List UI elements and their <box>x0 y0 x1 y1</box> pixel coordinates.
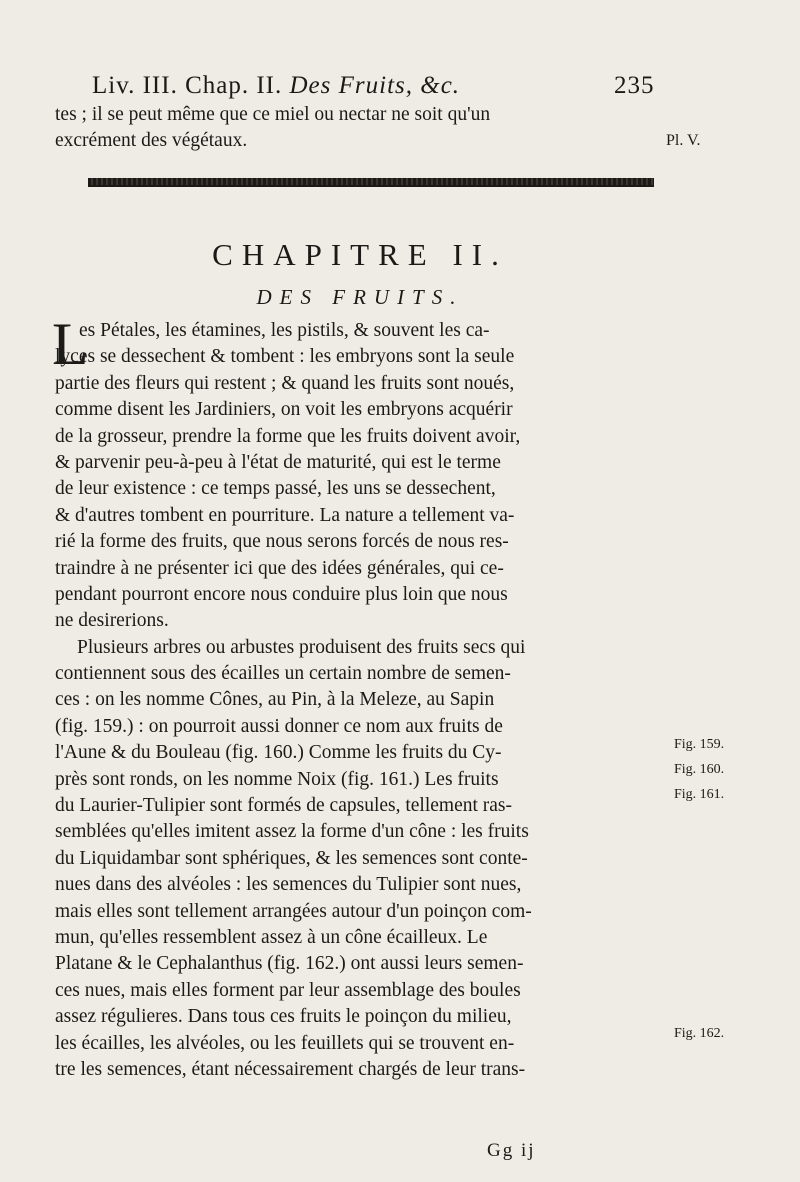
text-line: & d'autres tombent en pourriture. La nature a tellement va- <box>55 504 515 526</box>
body-text <box>55 318 655 1083</box>
text-line: semblées qu'elles imitent assez la forme d'un cône : les fruits <box>55 821 529 843</box>
text-line: contiennent sous des écailles un certain nombre de semen- <box>55 663 511 685</box>
text-line: nues dans des alvéoles : les semences du Tulipier sont nues, <box>55 874 522 896</box>
text-line: excrément des végétaux. <box>55 130 248 152</box>
text-line: tre les semences, étant nécessairement chargés de leur trans- <box>55 1058 526 1080</box>
text-line: comme disent les Jardiniers, on voit les embryons acquérir <box>55 399 513 421</box>
text-line: pendant pourront encore nous conduire plus loin que nous <box>55 583 508 605</box>
margin-fig-162: Fig. 162. <box>674 1026 725 1041</box>
text-line: Platane & le Cephalanthus (fig. 162.) ont aussi leurs semen- <box>55 953 524 975</box>
text-line: traindre à ne présenter ici que des idées générales, qui ce- <box>55 557 504 579</box>
margin-fig-160: Fig. 160. <box>674 762 725 777</box>
text-line: assez régulieres. Dans tous ces fruits le poinçon du milieu, <box>55 1006 512 1028</box>
chapter-subtitle: DES FRUITS. <box>256 285 464 309</box>
text-line: du Liquidambar sont sphériques, & les semences sont conte- <box>55 847 528 869</box>
text-line: partie des fleurs qui restent ; & quand les fruits sont noués, <box>55 372 515 394</box>
text-line: mais elles sont tellement arrangées autour d'un poinçon com- <box>55 900 532 922</box>
header-title: Des Fruits, <box>289 72 413 99</box>
ornamental-rule <box>88 178 654 187</box>
text-line: les écailles, les alvéoles, ou les feuillets qui se trouvent en- <box>55 1032 515 1054</box>
chapter-heading: CHAPITRE II. <box>212 237 508 272</box>
text-line: ne desirerions. <box>55 610 169 632</box>
text-line: rié la forme des fruits, que nous serons forcés de nous res- <box>55 531 509 553</box>
text-line: de la grosseur, prendre la forme que les fruits doivent avoir, <box>55 425 521 447</box>
margin-fig-161: Fig. 161. <box>674 787 725 802</box>
header-chapter: Liv. III. Chap. II. <box>92 72 283 99</box>
text-line: Plusieurs arbres ou arbustes produisent des fruits secs qui <box>77 636 526 658</box>
running-header <box>92 72 655 100</box>
margin-plate-note: Pl. V. <box>666 132 701 149</box>
text-line: l'Aune & du Bouleau (fig. 160.) Comme les fruits du Cy- <box>55 742 502 764</box>
header-title-rest: &c. <box>420 72 461 99</box>
drop-cap: L <box>52 311 89 377</box>
margin-fig-159: Fig. 159. <box>674 737 725 752</box>
text-line: mun, qu'elles ressemblent assez à un cône écailleux. Le <box>55 926 488 948</box>
text-line: tes ; il se peut même que ce miel ou nectar ne soit qu'un <box>55 104 491 125</box>
text-line: du Laurier-Tulipier sont formés de capsules, tellement ras- <box>55 795 513 817</box>
text-line: de leur existence : ce temps passé, les uns se dessechent, <box>55 478 496 500</box>
text-line: ces : on les nomme Cônes, au Pin, à la Meleze, au Sapin <box>55 689 495 711</box>
text-line: lyces se dessechent & tombent : les embryons sont la seule <box>55 346 515 368</box>
text-line: es Pétales, les étamines, les pistils, & souvent les ca- <box>79 320 490 341</box>
text-line: & parvenir peu-à-peu à l'état de maturité, qui est le terme <box>55 451 501 473</box>
text-line: (fig. 159.) : on pourroit aussi donner ce nom aux fruits de <box>55 715 503 737</box>
continued-text <box>55 102 655 155</box>
text-line: ces nues, mais elles forment par leur assemblage des boules <box>55 979 521 1001</box>
signature-mark: Gg ij <box>487 1140 536 1161</box>
page-number: 235 <box>614 72 655 99</box>
text-line: près sont ronds, on les nomme Noix (fig. 161.) Les fruits <box>55 768 499 790</box>
